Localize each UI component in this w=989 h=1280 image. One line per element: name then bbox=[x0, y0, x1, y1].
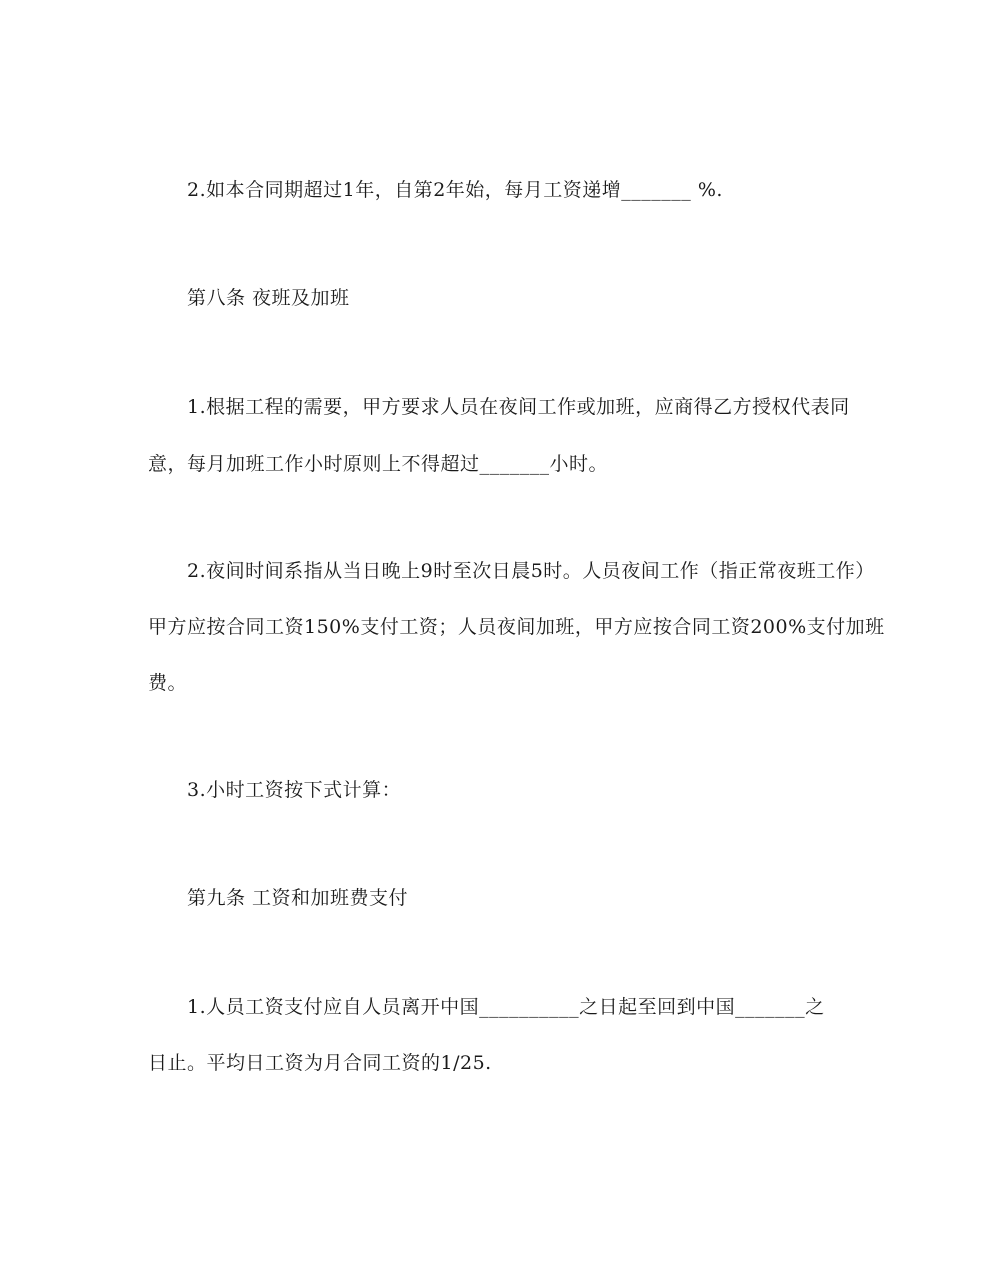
paragraph-night-line3: 费。 bbox=[148, 672, 188, 694]
paragraph-night-line1: 2.夜间时间系指从当日晚上9时至次日晨5时。人员夜间工作（指正常夜班工作） bbox=[187, 560, 875, 582]
paragraph-night-line2: 甲方应按合同工资150%支付工资；人员夜间加班，甲方应按合同工资200%支付加班 bbox=[148, 616, 885, 638]
paragraph-overtime-line1: 1.根据工程的需要，甲方要求人员在夜间工作或加班，应商得乙方授权代表同 bbox=[187, 396, 850, 418]
paragraph-payment-line2: 日止。平均日工资为月合同工资的1/25. bbox=[148, 1052, 492, 1074]
paragraph-hourly-wage: 3.小时工资按下式计算： bbox=[187, 779, 402, 801]
article-9-heading: 第九条 工资和加班费支付 bbox=[187, 887, 409, 909]
article-8-heading: 第八条 夜班及加班 bbox=[187, 287, 350, 309]
paragraph-salary-increase: 2.如本合同期超过1年，自第2年始，每月工资递增_______ %. bbox=[187, 179, 723, 201]
paragraph-payment-line1: 1.人员工资支付应自人员离开中国__________之日起至回到中国_______之 bbox=[187, 996, 825, 1018]
paragraph-overtime-line2: 意，每月加班工作小时原则上不得超过_______小时。 bbox=[148, 453, 609, 475]
